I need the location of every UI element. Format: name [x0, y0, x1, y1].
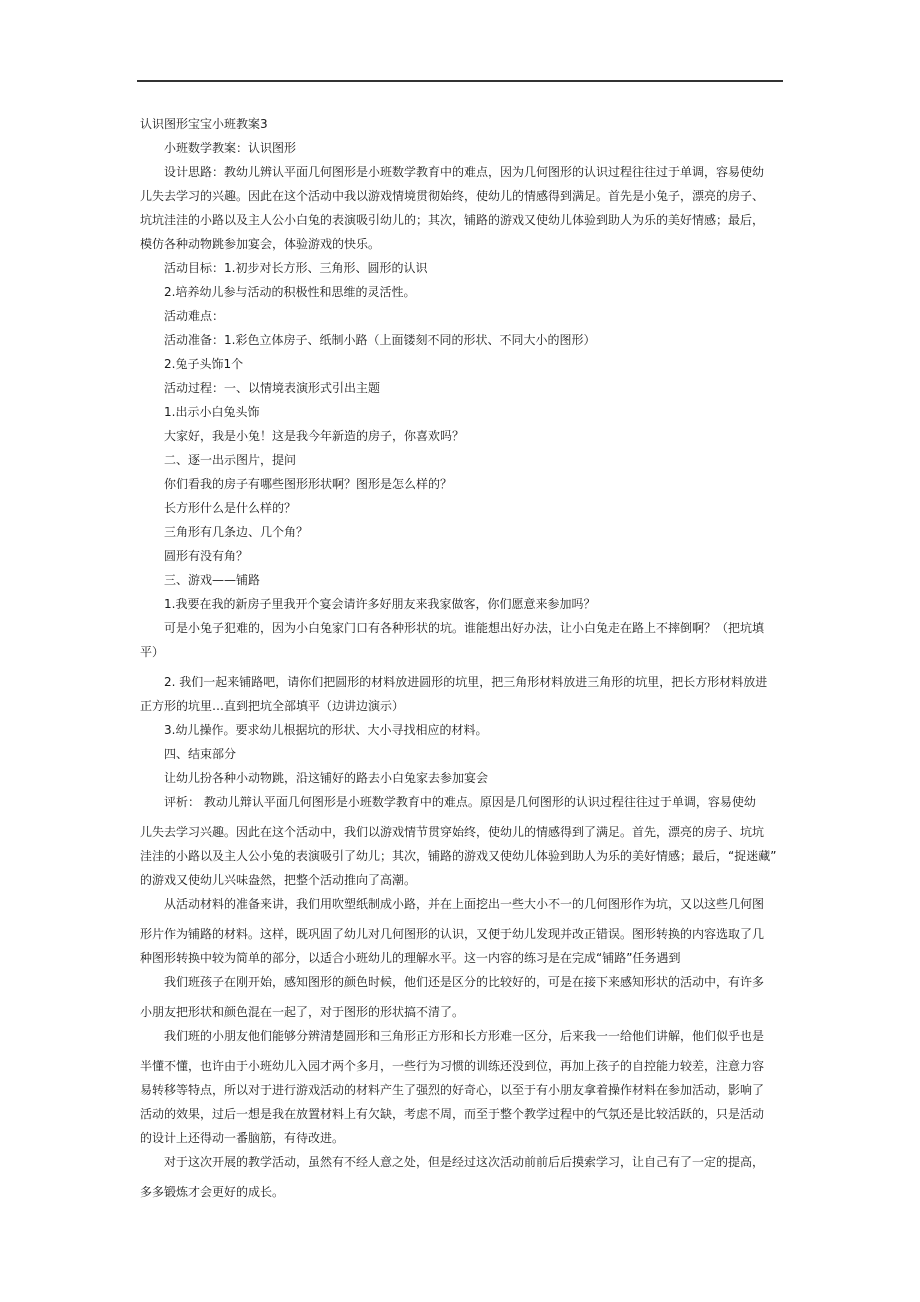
text-line: 形片作为铺路的材料。这样，既巩固了幼儿对几何图形的认识，又便于幼儿发现并改正错误。图形转换的内容选取了几: [140, 927, 765, 941]
text-line: 我们班孩子在刚开始，感知图形的颜色时候，他们还是区分的比较好的，可是在接下来感知形状的活动中，有许多: [164, 975, 765, 989]
text-line: 的设计上还得动一番脑筋，有待改进。: [140, 1131, 345, 1145]
document-body: [140, 112, 785, 1204]
text-line: 1.出示小白兔头饰: [164, 405, 260, 419]
text-line: 对于这次开展的教学活动，虽然有不经人意之处，但是经过这次活动前前后后摸索学习，让自己有了一定的提高，: [164, 1155, 765, 1169]
text-line: 平）: [140, 645, 165, 659]
text-line: 2. 我们一起来铺路吧，请你们把圆形的材料放进圆形的坑里，把三角形材料放进三角形的坑里，把长方形材料放进: [164, 675, 768, 689]
text-line: 评析： 教动儿辩认平面几何图形是小班数学教育中的难点。原因是几何图形的认识过程往往过于单调，容易使幼: [164, 795, 756, 809]
text-line: 圆形有没有角？: [164, 549, 249, 563]
text-line: 2.兔子头饰1个: [164, 357, 244, 371]
text-line: 从活动材料的准备来讲，我们用吹塑纸制成小路，并在上面挖出一些大小不一的几何图形作为坑，又以这些几何图: [164, 897, 765, 911]
text-line: 2.培养幼儿参与活动的积极性和思维的灵活性。: [164, 285, 416, 299]
text-line: 洼洼的小路以及主人公小兔的表演吸引了幼儿；其次，铺路的游戏又使幼儿体验到助人为乐的美好情感；最后，“捉迷藏”: [140, 849, 777, 863]
text-line: 儿失去学习兴趣。因此在这个活动中，我们以游戏情节贯穿始终，使幼儿的情感得到了满足。首先，漂亮的房子、坑坑: [140, 825, 765, 839]
text-line: 儿失去学习的兴趣。因此在这个活动中我以游戏情境贯彻始终，使幼儿的情感得到满足。首先是小兔子，漂亮的房子、: [140, 189, 765, 203]
text-line: 3.幼儿操作。要求幼儿根据坑的形状、大小寻找相应的材料。: [164, 723, 488, 737]
text-line: 三、游戏——铺路: [164, 573, 261, 587]
text-line: 1.我要在我的新房子里我开个宴会请许多好朋友来我家做客，你们愿意来参加吗？: [164, 597, 596, 611]
text-line: 易转移等特点，所以对于进行游戏活动的材料产生了强烈的好奇心，以至于有小朋友拿着操作材料在参加活动，影响了: [140, 1083, 765, 1097]
text-line: 模仿各种动物跳参加宴会，体验游戏的快乐。: [140, 237, 381, 251]
document-title: 认识图形宝宝小班教案3: [140, 117, 268, 131]
text-line: 四、结束部分: [164, 747, 237, 761]
text-line: 设计思路：教幼儿辨认平面几何图形是小班数学教育中的难点，因为几何图形的认识过程往往过于单调，容易使幼: [164, 165, 765, 179]
text-line: 小班数学教案：认识图形: [164, 141, 297, 155]
text-line: 活动目标：1.初步对长方形、三角形、圆形的认识: [164, 261, 428, 275]
text-line: 活动过程：一、以情境表演形式引出主题: [164, 381, 381, 395]
text-line: 半懂不懂，也许由于小班幼儿入园才两个多月，一些行为习惯的训练还没到位，再加上孩子的自控能力较差，注意力容: [140, 1059, 765, 1073]
text-line: 三角形有几条边、几个角？: [164, 525, 309, 539]
text-line: 我们班的小朋友他们能够分辨清楚圆形和三角形正方形和长方形难一区分，后来我一一给他们讲解，他们似乎也是: [164, 1029, 765, 1043]
text-line: 活动难点：: [164, 309, 225, 323]
text-line: 让幼儿扮各种小动物跳，沿这铺好的路去小白兔家去参加宴会: [164, 771, 489, 785]
text-line: 大家好，我是小兔！这是我今年新造的房子，你喜欢吗？: [164, 429, 465, 443]
text-line: 活动准备：1.彩色立体房子、纸制小路（上面镂刻不同的形状、不同大小的图形）: [164, 333, 596, 347]
text-line: 多多锻炼才会更好的成长。: [140, 1185, 285, 1199]
text-line: 可是小兔子犯难的，因为小白兔家门口有各种形状的坑。谁能想出好办法，让小白兔走在路上不摔倒啊？（把坑填: [164, 621, 765, 635]
text-line: 坑坑洼洼的小路以及主人公小白兔的表演吸引幼儿的；其次，铺路的游戏又使幼儿体验到助人为乐的美好情感；最后，: [140, 213, 765, 227]
text-line: 长方形什么是什么样的？: [164, 501, 297, 515]
text-line: 种图形转换中较为简单的部分，以适合小班幼儿的理解水平。这一内容的练习是在完成“铺路”任务遇到: [140, 951, 681, 965]
text-line: 活动的效果，过后一想是我在放置材料上有欠缺，考虑不周，而至于整个教学过程中的气氛还是比较活跃的，只是活动: [140, 1107, 765, 1121]
text-line: 小朋友把形状和颜色混在一起了，对于图形的形状搞不清了。: [140, 1005, 465, 1019]
text-line: 二、逐一出示图片，提问: [164, 453, 297, 467]
text-line: 你们看我的房子有哪些图形形状啊？图形是怎么样的？: [164, 477, 453, 491]
header-rule: [137, 80, 783, 82]
text-line: 的游戏又使幼儿兴味盎然，把整个活动推向了高潮。: [140, 873, 417, 887]
text-line: 正方形的坑里…直到把坑全部填平（边讲边演示）: [140, 699, 405, 713]
